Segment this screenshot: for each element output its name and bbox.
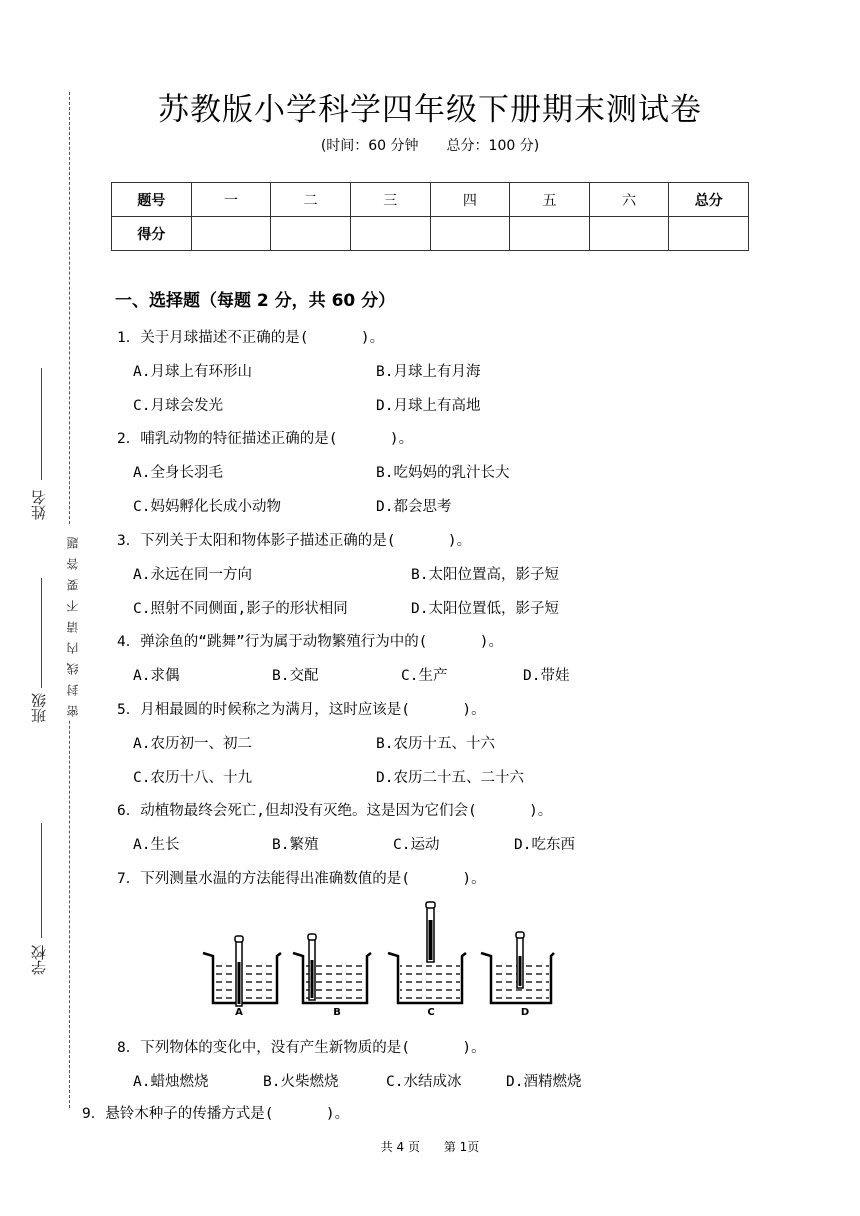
current-page: 第 1页 xyxy=(443,1140,480,1154)
option-a[interactable]: A.求偶 xyxy=(133,668,180,684)
option-c[interactable]: C.运动 xyxy=(393,837,440,853)
question-stem: 4．弹涂鱼的“跳舞”行为属于动物繁殖行为中的( )。 xyxy=(117,634,504,650)
question-stem: 8．下列物体的变化中，没有产生新物质的是( )。 xyxy=(117,1040,486,1056)
option-b[interactable]: B.繁殖 xyxy=(272,837,319,853)
name-underline xyxy=(41,368,42,480)
option-a[interactable]: A.农历初一、初二 xyxy=(133,736,252,752)
header-cell: 五 xyxy=(510,183,590,217)
score-row-label: 得分 xyxy=(112,217,192,251)
option-a[interactable]: A.蜡烛燃烧 xyxy=(133,1074,209,1090)
option-c[interactable]: C.妈妈孵化长成小动物 xyxy=(133,499,281,515)
option-c[interactable]: C.水结成冰 xyxy=(386,1074,462,1090)
question-stem: 1．关于月球描述不正确的是( )。 xyxy=(117,330,385,346)
school-underline xyxy=(41,823,42,938)
header-cell: 二 xyxy=(271,183,351,217)
question-stem: 6．动植物最终会死亡,但却没有灭绝。这是因为它们会( )。 xyxy=(117,803,553,819)
section-heading: 一、选择题（每题 2 分，共 60 分） xyxy=(115,291,396,311)
page-footer xyxy=(0,1138,860,1155)
question-stem: 9．悬铃木种子的传播方式是( )。 xyxy=(82,1106,350,1122)
beaker-b[interactable] xyxy=(293,934,371,1018)
option-a[interactable]: A.全身长羽毛 xyxy=(133,465,223,481)
score-cell[interactable] xyxy=(589,217,669,251)
option-d[interactable]: D.都会思考 xyxy=(376,499,452,515)
option-a[interactable]: A.永远在同一方向 xyxy=(133,567,252,583)
option-c[interactable]: C.农历十八、十九 xyxy=(133,770,252,786)
figure-label-a: A xyxy=(235,1007,243,1018)
option-c[interactable]: C.生产 xyxy=(401,668,448,684)
option-b[interactable]: B.吃妈妈的乳汁长大 xyxy=(376,465,510,481)
beaker-a[interactable] xyxy=(203,936,281,1018)
option-b[interactable]: B.火柴燃烧 xyxy=(263,1074,339,1090)
header-cell: 总分 xyxy=(669,183,749,217)
option-d[interactable]: D.酒精燃烧 xyxy=(506,1074,582,1090)
exam-info xyxy=(0,135,860,155)
figure-label-d: D xyxy=(520,1007,530,1018)
thermometer-beakers-figure xyxy=(195,898,555,1018)
score-cell[interactable] xyxy=(669,217,749,251)
beaker-d[interactable] xyxy=(481,932,554,1018)
question-stem: 3．下列关于太阳和物体影子描述正确的是( )。 xyxy=(117,533,472,549)
question-stem: 2．哺乳动物的特征描述正确的是( )。 xyxy=(117,431,414,447)
option-c[interactable]: C.月球会发光 xyxy=(133,398,223,414)
option-c[interactable]: C.照射不同侧面,影子的形状相同 xyxy=(133,601,348,617)
question-stem: 7．下列测量水温的方法能得出准确数值的是( )。 xyxy=(117,871,486,887)
score-table xyxy=(111,182,749,251)
exam-time: (时间：60 分钟 xyxy=(320,138,419,154)
name-label: 姓名 xyxy=(30,490,48,520)
score-cell[interactable] xyxy=(510,217,590,251)
option-a[interactable]: A.月球上有环形山 xyxy=(133,364,252,380)
score-cell[interactable] xyxy=(271,217,351,251)
header-cell: 六 xyxy=(589,183,669,217)
score-cell[interactable] xyxy=(191,217,271,251)
score-cell[interactable] xyxy=(430,217,510,251)
option-d[interactable]: D.太阳位置低，影子短 xyxy=(411,601,559,617)
header-cell: 四 xyxy=(430,183,510,217)
option-d[interactable]: D.月球上有高地 xyxy=(376,398,481,414)
class-underline xyxy=(41,578,42,688)
option-b[interactable]: B.农历十五、十六 xyxy=(376,736,495,752)
option-a[interactable]: A.生长 xyxy=(133,837,180,853)
total-pages: 共 4 页 xyxy=(380,1140,420,1154)
exam-total-score: 总分：100 分) xyxy=(446,138,540,154)
score-table-header-row xyxy=(112,183,749,217)
question-stem: 5．月相最圆的时候称之为满月，这时应该是( )。 xyxy=(117,702,486,718)
header-cell: 三 xyxy=(350,183,430,217)
option-d[interactable]: D.农历二十五、二十六 xyxy=(376,770,524,786)
option-b[interactable]: B.月球上有月海 xyxy=(376,364,481,380)
option-b[interactable]: B.太阳位置高，影子短 xyxy=(411,567,559,583)
class-label: 班级 xyxy=(30,693,48,723)
option-d[interactable]: D.吃东西 xyxy=(514,837,575,853)
option-b[interactable]: B.交配 xyxy=(272,668,319,684)
score-cell[interactable] xyxy=(350,217,430,251)
seal-line-notice: 密封线内请不要答题 xyxy=(66,528,80,717)
header-cell: 一 xyxy=(191,183,271,217)
score-table-score-row xyxy=(112,217,749,251)
header-cell: 题号 xyxy=(112,183,192,217)
school-label: 学校 xyxy=(30,945,48,975)
figure-label-c: C xyxy=(427,1007,435,1018)
option-d[interactable]: D.带娃 xyxy=(523,668,570,684)
page-title: 苏教版小学科学四年级下册期末测试卷 xyxy=(158,92,702,128)
figure-label-b: B xyxy=(333,1007,341,1018)
beaker-c[interactable] xyxy=(388,902,466,1018)
